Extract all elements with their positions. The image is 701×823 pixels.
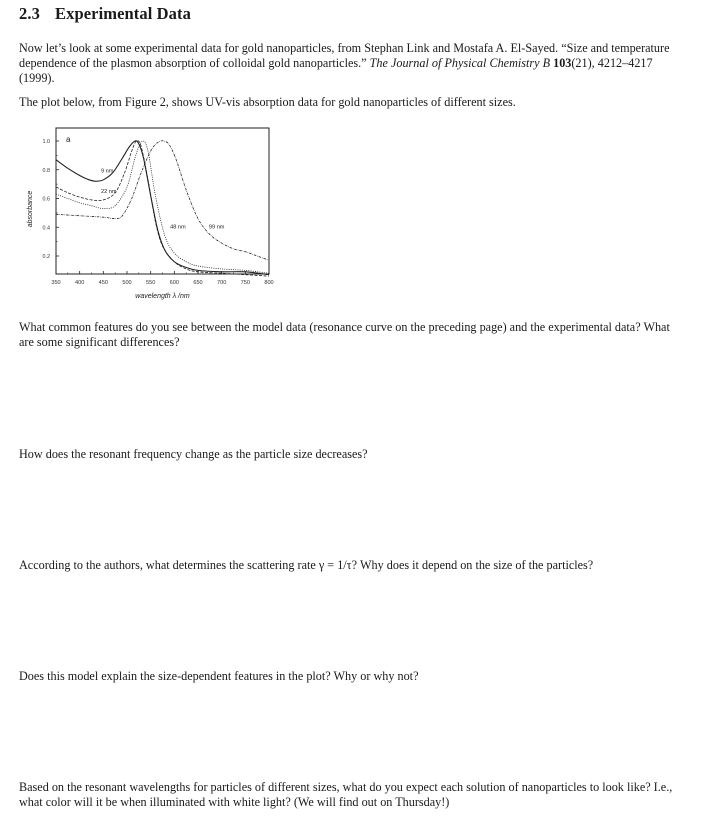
question-3: According to the authors, what determines the scattering rate γ = 1/τ? Why does it depend on the size of the particles?	[19, 558, 594, 572]
x-tick-label: 500	[122, 280, 132, 286]
series-annotation: 48 nm	[170, 224, 186, 231]
question-1: What common features do you see between the model data (resonance curve on the preceding page) and the experimental data? What are some significant differences?	[19, 320, 670, 349]
y-tick-label: 0.6	[42, 196, 50, 203]
y-tick-label: 1.0	[42, 139, 50, 145]
section-heading	[19, 4, 191, 24]
plot-frame	[56, 128, 269, 274]
series-line-48nm	[56, 141, 269, 273]
y-tick-label: 0.8	[42, 167, 50, 174]
citation-pages: (21), 4212–4217 (1999).	[19, 56, 653, 85]
x-tick-label: 650	[193, 280, 203, 286]
journal-name: The Journal of Physical Chemistry B	[369, 56, 551, 70]
x-tick-label: 350	[51, 280, 61, 286]
question-5: Based on the resonant wavelengths for particles of different sizes, what do you expect each solution of nanoparticles to look like? I.e., what color will it be when illuminated with white light? (We will find out on Thursday!)	[19, 780, 673, 809]
section-title: Experimental Data	[55, 4, 191, 23]
x-tick-label: 400	[74, 280, 85, 286]
y-tick-label: 0.2	[42, 254, 50, 260]
x-tick-label: 800	[264, 280, 274, 286]
question-4: Does this model explain the size-dependent features in the plot? Why or why not?	[19, 669, 419, 683]
intro-citation-paragraph	[19, 41, 679, 86]
absorbance-chart	[20, 125, 290, 305]
series-line-9nm	[56, 141, 269, 275]
x-tick-label: 700	[216, 280, 227, 286]
journal-volume: 103	[553, 56, 572, 70]
section-number: 2.3	[19, 4, 40, 23]
panel-label: a	[66, 135, 71, 144]
chart-series	[56, 141, 269, 276]
x-tick-label: 550	[145, 280, 156, 286]
series-line-22nm	[56, 141, 269, 276]
x-tick-label: 750	[240, 280, 251, 286]
intro-plot-description: The plot below, from Figure 2, shows UV-vis absorption data for gold nanoparticles of different sizes.	[19, 95, 516, 109]
question-2: How does the resonant frequency change as the particle size decreases?	[19, 447, 368, 461]
chart-labels	[101, 169, 225, 231]
series-line-99nm	[56, 141, 269, 261]
x-tick-label: 600	[169, 280, 180, 286]
x-tick-label: 450	[98, 280, 109, 286]
y-tick-label: 0.4	[42, 225, 50, 232]
series-annotation: 9 nm	[101, 168, 114, 175]
y-axis-label: absorbance	[27, 190, 34, 228]
x-axis-label: wavelength λ /nm	[135, 293, 190, 300]
series-annotation: 99 nm	[208, 224, 225, 231]
citation-text: Now let’s look at some experimental data for gold nanoparticles, from Stephan Link and Mostafa A. El-Sayed. “Size and temperature dependence of the plasmon absorption of colloidal gold nanoparticles.”	[19, 41, 670, 70]
series-annotation: 22 nm	[101, 188, 117, 195]
